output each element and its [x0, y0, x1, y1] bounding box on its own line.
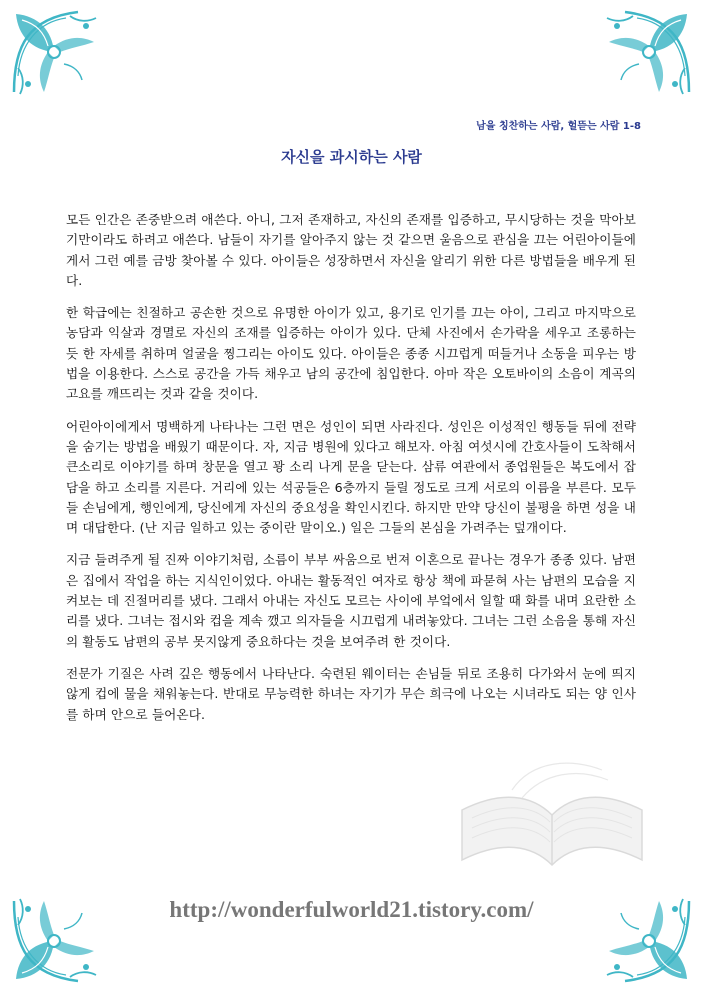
paragraph: 모든 인간은 존중받으려 애쓴다. 아니, 그저 존재하고, 자신의 존재를 입증하고, 무시당하는 것을 막아보기만이라도 하려고 애쓴다. 남들이 자기를 알아주지 않는 것 같으면 울음으로 관심을 끄는 어린아이들에게서 그런 예를 금방 찾아볼 수 있다. 아이들은 성장하면서 자신을 알리기 위한 다른 방법들을 배우게 된다. [66, 212, 636, 288]
paragraph: 한 학급에는 친절하고 공손한 것으로 유명한 아이가 있고, 용기로 인기를 끄는 아이, 그리고 마지막으로 농담과 익살과 경멸로 자신의 조재를 입증하는 아이가 있다. 단체 사진에서 손가락을 세우고 조롱하는 듯 한 자세를 취하며 얼굴을 찡그리는 아이도 있다. 아이들은 종종 시끄럽게 떠들거나 소동을 피우는 방법을 이용한다. 스스로 공간을 가득 채우고 남의 공간에 침입한다. 아마 작은 오토바이의 소음이 계곡의 고요를 깨뜨리는 것과 같을 것이다. [66, 305, 636, 402]
blog-url-watermark: http://wonderfulworld21.tistory.com/ [169, 897, 534, 922]
corner-ornament-icon [8, 6, 100, 98]
paragraph: 어린아이에게서 명백하게 나타나는 그런 면은 성인이 되면 사라진다. 성인은 이성적인 행동들 뒤에 전략을 숨기는 방법을 배웠기 때문이다. 자, 지금 병원에 있다고 해보자. 아침 여섯시에 간호사들이 도착해서 큰소리로 이야기를 하며 창문을 열고 꽝 소리 나게 문을 닫는다. 삼류 여관에서 종업원들은 복도에서 잡담을 하고 소리를 지른다. 거리에 있는 석공들은 6층까지 들릴 정도로 크게 서로의 이름을 부른다. 모두들 손님에게, 행인에게, 당신에게 자신의 중요성을 확인시킨다. 하지만 만약 당신이 불평을 하면 성을 내며 대답한다. (난 지금 일하고 있는 중이란 말이오.) 일은 그들의 본심을 가려주는 덮개이다. [66, 418, 636, 536]
corner-ornament-icon [603, 6, 695, 98]
open-book-icon [452, 740, 652, 890]
page-title: 자신을 과시하는 사람 [281, 148, 422, 166]
article-body [66, 210, 636, 737]
paragraph: 지금 들려주게 될 진짜 이야기처럼, 소름이 부부 싸움으로 번져 이혼으로 끝나는 경우가 종종 있다. 남편은 집에서 작업을 하는 지식인이었다. 아내는 활동적인 여자로 항상 책에 파묻혀 사는 남편의 모습을 지켜보는 데 진절머리를 냈다. 그래서 아내는 자신도 모르는 사이에 부엌에서 일할 때 화를 내며 요란한 소리를 냈다. 그녀는 접시와 컵을 계속 깼고 의자들을 시끄럽게 내려놓았다. 그녀는 그런 소음을 통해 자신의 활동도 남편의 공부 못지않게 중요하다는 것을 보여주려 한 것이다. [66, 552, 636, 649]
series-label: 남을 칭찬하는 사람, 헐뜯는 사람 1-8 [476, 121, 641, 132]
paragraph: 전문가 기질은 사려 깊은 행동에서 나타난다. 숙련된 웨이터는 손님들 뒤로 조용히 다가와서 눈에 띄지 않게 컵에 물을 채워놓는다. 반대로 무능력한 하녀는 자기가 무슨 희극에 나오는 시녀라도 되는 양 인사를 하며 안으로 들어온다. [66, 665, 636, 722]
